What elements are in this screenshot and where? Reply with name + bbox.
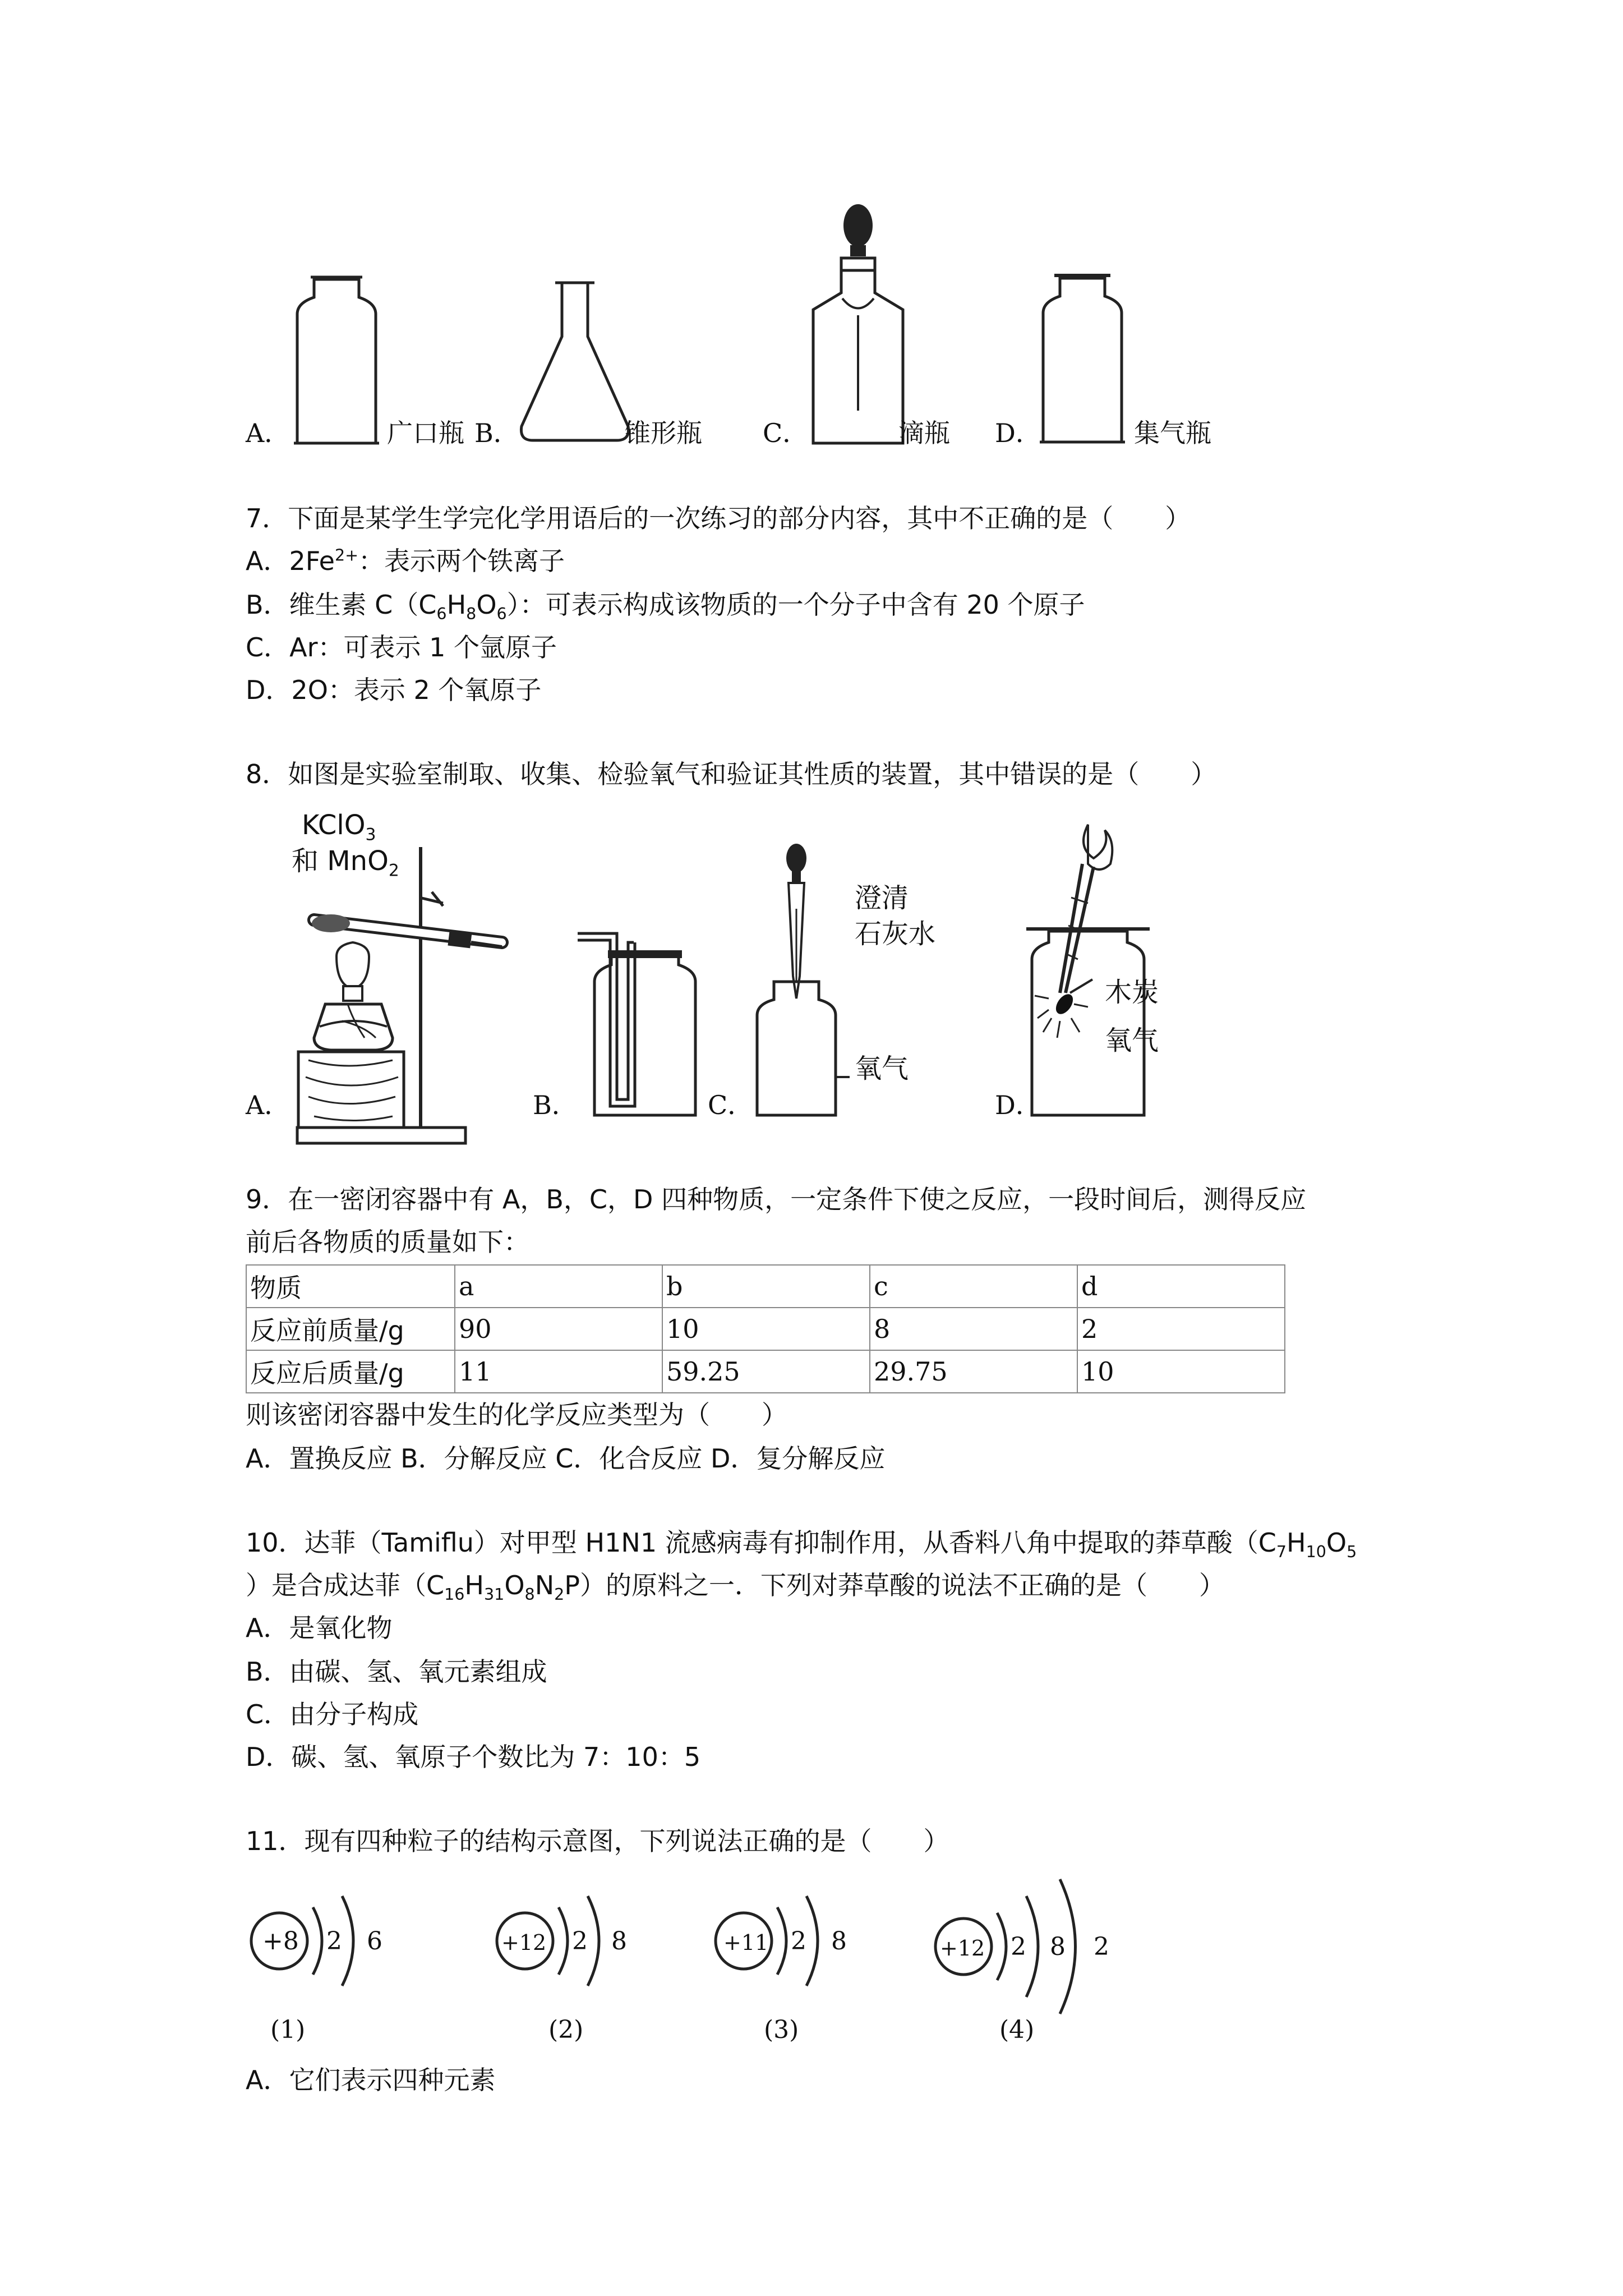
q7-b-sub3: 6 [496, 605, 507, 624]
table-cell: 29.75 [870, 1350, 1077, 1393]
limewater-test-figure [751, 841, 852, 1116]
q8-charcoal-label: 木炭 [1105, 977, 1159, 1008]
table-cell: 11 [455, 1350, 662, 1393]
table-header-row [246, 1265, 1285, 1308]
table-cell: 10 [662, 1308, 870, 1350]
table-header-cell: b [662, 1265, 870, 1308]
q6-option-b-name: 锥形瓶 [625, 418, 702, 448]
particle-1-shell-2: 6 [367, 1927, 382, 1955]
particle-2-label: (2) [548, 2016, 584, 2044]
particle-1-label: (1) [270, 2016, 306, 2044]
q8-oxygen-label-d: 氧气 [1105, 1025, 1159, 1056]
q8-option-a-letter: A． [246, 1090, 291, 1120]
table-cell: 8 [870, 1308, 1077, 1350]
table-cell: 反应前质量/g [246, 1308, 455, 1350]
dropper-bottle-figure [802, 197, 914, 444]
q9-options: A．置换反应 B．分解反应 C．化合反应 D．复分解反应 [246, 1443, 886, 1474]
particle-4-shell-3: 2 [1094, 1932, 1109, 1961]
heating-apparatus-figure [280, 836, 516, 1150]
q8-oxygen-label-c: 氧气 [855, 1053, 909, 1084]
particle-4-nucleus: +12 [940, 1936, 985, 1961]
q9-stem-line-1: 9．在一密闭容器中有 A，B，C，D 四种物质，一定条件下使之反应，一段时间后，测得反应 [246, 1184, 1307, 1214]
q10-stem-line-1: 10．达菲（Tamiflu）对甲型 H1N1 流感病毒有抑制作用，从香料八角中提取的莽草酸（$C_7H_{10}O_5$ [246, 1527, 1357, 1562]
q11-option-a: A．它们表示四种元素 [246, 2065, 496, 2095]
q8-limewater-label-2: 石灰水 [855, 918, 936, 950]
q8-stem: 8．如图是实验室制取、收集、检验氧气和验证其性质的装置，其中错误的是（ ） [246, 759, 1217, 789]
particle-3-label: (3) [764, 2016, 799, 2044]
conical-flask-figure [516, 280, 634, 443]
table-row [246, 1350, 1285, 1393]
q7-option-d: D．2O：表示 2 个氧原子 [246, 675, 542, 705]
particle-4-shell-2: 8 [1050, 1932, 1066, 1961]
q7-stem: 7．下面是某学生学完化学用语后的一次练习的部分内容，其中不正确的是（ ） [246, 503, 1191, 533]
q7-b-o: O [476, 590, 497, 620]
q10-option-d: D．碳、氢、氧原子个数比为 7：10：5 [246, 1742, 701, 1772]
q7-a-prefix: A．2Fe [246, 546, 335, 576]
q7-b-h: H [446, 590, 467, 620]
q7-option-b [246, 589, 1085, 624]
table-header-cell: c [870, 1265, 1077, 1308]
q6-option-d-name: 集气瓶 [1134, 418, 1211, 448]
table-cell: 反应后质量/g [246, 1350, 455, 1393]
table-row [246, 1308, 1285, 1350]
particle-3-nucleus: +11 [723, 1930, 769, 1955]
table-cell: 2 [1077, 1308, 1285, 1350]
q10-option-b: B．由碳、氢、氧元素组成 [246, 1657, 547, 1687]
particle-3-shell-1: 2 [791, 1927, 806, 1955]
q7-b-sub1: 6 [436, 605, 447, 624]
q9-stem-line-2: 前后各物质的质量如下： [246, 1227, 529, 1257]
wide-mouth-bottle-figure [286, 275, 387, 443]
collection-bottle-figure [578, 931, 701, 1116]
particle-3-shell-2: 8 [831, 1927, 847, 1955]
q8-option-c-letter: C． [708, 1090, 754, 1120]
q10-option-a: A．是氧化物 [246, 1613, 393, 1643]
table-header-cell: 物质 [246, 1265, 455, 1308]
q8-option-b-letter: B． [533, 1090, 578, 1120]
particle-1-shell-1: 2 [326, 1927, 342, 1955]
q10-stem-line-2: ）是合成达菲$(C_{16}H_{31}O_8N_2P)$的原料之一．下列对莽草酸的说法不正确的是（ ） [246, 1570, 1225, 1604]
q6-option-c-name: 滴瓶 [898, 418, 950, 448]
table-header-cell: d [1077, 1265, 1285, 1308]
table-cell: 90 [455, 1308, 662, 1350]
q6-option-b-letter: B． [474, 418, 519, 448]
q6-option-d-letter: D． [995, 418, 1041, 448]
q7-b-rest: ）：可表示构成该物质的一个分子中含有 20 个原子 [506, 590, 1085, 620]
q11-stem: 11．现有四种粒子的结构示意图，下列说法正确的是（ ） [246, 1826, 949, 1856]
q6-option-c-letter: C． [763, 418, 809, 448]
particle-4-label: (4) [999, 2016, 1035, 2044]
table-header-cell: a [455, 1265, 662, 1308]
q8-reagent-label-2: 和 MnO$_2$ [292, 845, 399, 881]
particle-4-shell-1: 2 [1011, 1932, 1026, 1961]
q6-option-a-name: 广口瓶 [387, 418, 464, 448]
q7-b-sub2: 8 [466, 605, 477, 624]
q8-limewater-label-1: 澄清 [855, 882, 909, 914]
particle-1-nucleus: +8 [262, 1927, 299, 1955]
q6-option-a-letter: A． [246, 418, 291, 448]
q7-option-a [246, 545, 565, 577]
table-cell: 10 [1077, 1350, 1285, 1393]
gas-collecting-bottle-figure [1032, 273, 1133, 443]
q7-a-rest: ：表示两个铁离子 [358, 546, 565, 576]
mass-table [246, 1264, 1285, 1393]
particle-2-shell-2: 8 [611, 1927, 627, 1955]
q7-a-charge: 2+ [334, 546, 359, 565]
particle-2-nucleus: +12 [501, 1930, 547, 1955]
q7-b-prefix: B．维生素 C（C [246, 590, 437, 620]
charcoal-combustion-figure [1026, 825, 1150, 1116]
q9-question: 则该密闭容器中发生的化学反应类型为（ ） [246, 1400, 787, 1430]
table-cell: 59.25 [662, 1350, 870, 1393]
q10-option-c: C．由分子构成 [246, 1699, 419, 1729]
particle-2-shell-1: 2 [572, 1927, 588, 1955]
q7-option-c: C．Ar：可表示 1 个氩原子 [246, 632, 557, 662]
q8-reagent-label-1: KClO$_3$ [302, 809, 376, 845]
q8-option-d-letter: D． [995, 1090, 1041, 1120]
